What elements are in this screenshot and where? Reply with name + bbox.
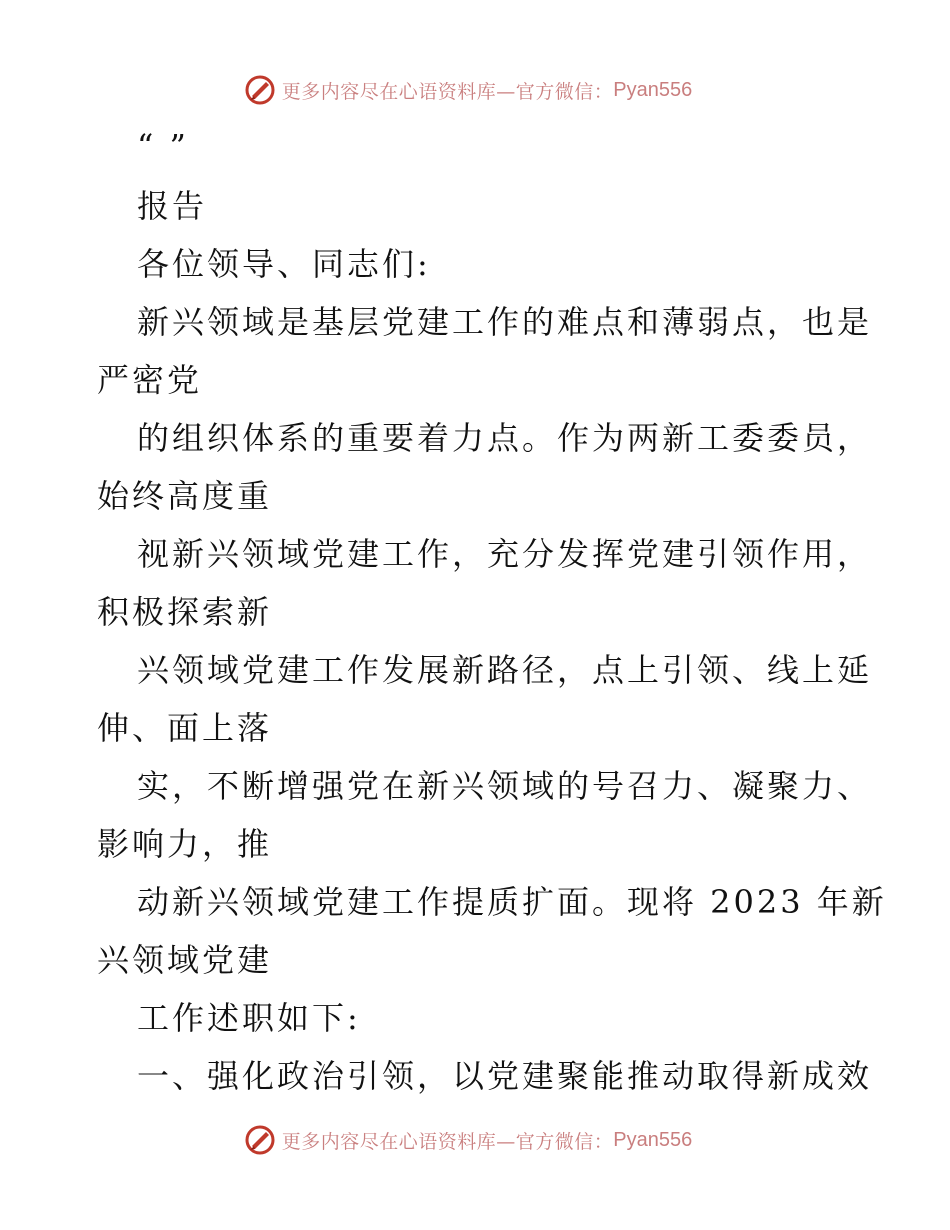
watermark-handle: Pyan556 xyxy=(613,78,693,101)
body-line: 实，不断增强党在新兴领域的号召力、凝聚力、 xyxy=(137,767,873,805)
body-line: 影响力，推 xyxy=(97,825,273,863)
watermark-text: 更多内容尽在心语资料库—官方微信： xyxy=(281,1130,614,1153)
body-line: 新兴领域是基层党建工作的难点和薄弱点，也是 xyxy=(137,303,873,341)
body-line: 兴领域党建工作发展新路径，点上引领、线上延 xyxy=(137,651,873,689)
brand-logo-icon xyxy=(244,1124,276,1156)
doc-title: 报告 xyxy=(137,187,208,225)
section-heading: 一、强化政治引领，以党建聚能推动取得新成效 xyxy=(137,1057,873,1095)
body-line: 动新兴领域党建工作提质扩面。现将 2023 年新 xyxy=(137,883,887,921)
watermark-text: 更多内容尽在心语资料库—官方微信： xyxy=(281,80,614,103)
watermark-handle: Pyan556 xyxy=(613,1128,693,1151)
body-line: 始终高度重 xyxy=(97,477,273,515)
body-line: 伸、面上落 xyxy=(97,709,273,747)
body-line: 积极探索新 xyxy=(97,593,273,631)
body-line: 视新兴领域党建工作，充分发挥党建引领作用， xyxy=(137,535,873,573)
body-line: 的组织体系的重要着力点。作为两新工委委员， xyxy=(137,419,873,457)
header-watermark xyxy=(0,70,950,110)
body-line: 兴领域党建 xyxy=(97,941,273,979)
body-line: 工作述职如下: xyxy=(137,999,361,1037)
quote-marks: “ ” xyxy=(137,127,189,165)
salutation: 各位领导、同志们: xyxy=(137,245,431,283)
footer-watermark xyxy=(0,1120,950,1160)
body-line: 严密党 xyxy=(97,361,203,399)
brand-logo-icon xyxy=(244,74,276,106)
